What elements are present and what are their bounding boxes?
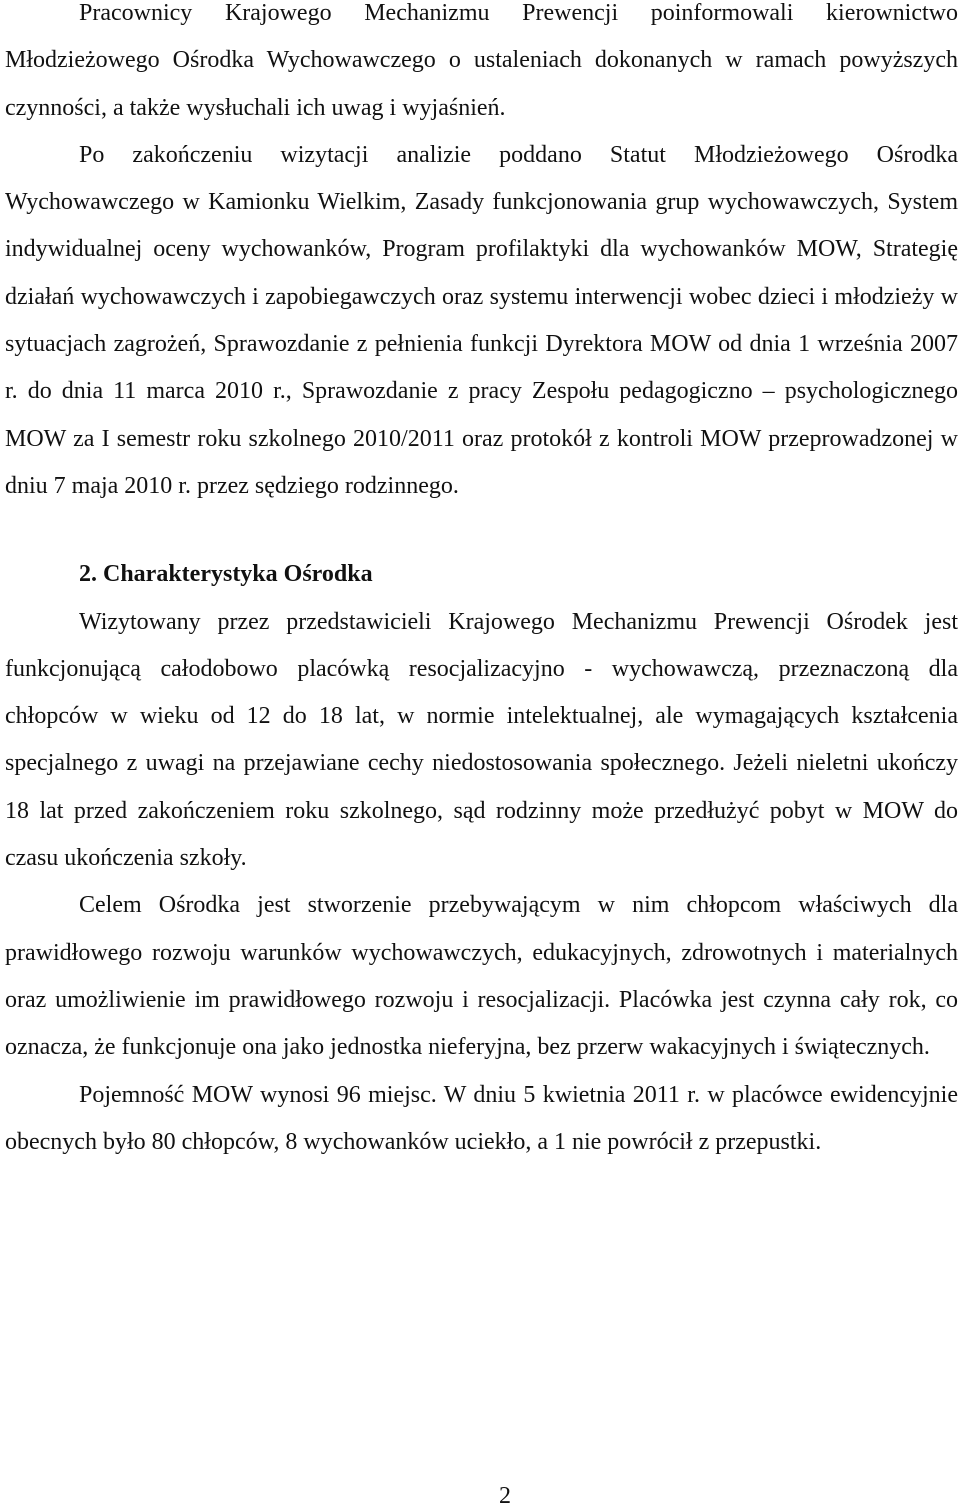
- paragraph-inspection-findings: Pracownicy Krajowego Mechanizmu Prewencji poinformowali kierownictwo Młodzieżowego Ośrodka Wychowawczego o ustaleniach dokonanych w ramach powyższych czynności, a także wysłuchali ich uwag i wyjaśnień.: [5, 0, 958, 121]
- section-heading: 2. Charakterystyka Ośrodka: [79, 561, 373, 588]
- paragraph-facility-description: Wizytowany przez przedstawicieli Krajowego Mechanizmu Prewencji Ośrodek jest funkcjonującą całodobowo placówką resocjalizacyjno - wychowawczą, przeznaczoną dla chłopców w wieku od 12 do 18 lat, w normie intelektualnej, ale wymagających kształcenia specjalnego z uwagi na przejawiane cechy niedostosowania społecznego. Jeżeli nieletni ukończy 18 lat przed zakończeniem roku szkolnego, sąd rodzinny może przedłużyć pobyt w MOW do czasu ukończenia szkoły.: [5, 608, 958, 872]
- paragraph-facility-capacity: Pojemność MOW wynosi 96 miejsc. W dniu 5 kwietnia 2011 r. w placówce ewidencyjnie obecnych było 80 chłopców, 8 wychowanków uciekło, a 1 nie powrócił z przepustki.: [5, 1081, 958, 1155]
- paragraph-analyzed-documents: Po zakończeniu wizytacji analizie poddano Statut Młodzieżowego Ośrodka Wychowawczego w Kamionku Wielkim, Zasady funkcjonowania grup wychowawczych, System indywidualnej oceny wychowanków, Program profilaktyki dla wychowanków MOW, Strategię działań wychowawczych i zapobiegawczych oraz systemu interwencji wobec dzieci i młodzieży w sytuacjach zagrożeń, Sprawozdanie z pełnienia funkcji Dyrektora MOW od dnia 1 września 2007 r. do dnia 11 marca 2010 r., Sprawozdanie z pracy Zespołu pedagogiczno – psychologicznego MOW za I semestr roku szkolnego 2010/2011 oraz protokół z kontroli MOW przeprowadzonej w dniu 7 maja 2010 r. przez sędziego rodzinnego.: [5, 141, 958, 499]
- document-page: [5, 0, 958, 1166]
- page-number: 2: [499, 1483, 511, 1509]
- section-spacer: [5, 510, 958, 551]
- paragraph-facility-purpose: Celem Ośrodka jest stworzenie przebywającym w nim chłopcom właściwych dla prawidłowego rozwoju warunków wychowawczych, edukacyjnych, zdrowotnych i materialnych oraz umożliwienie im prawidłowego rozwoju i resocjalizacji. Placówka jest czynna cały rok, co oznacza, że funkcjonuje ona jako jednostka nieferyjna, bez przerw wakacyjnych i świątecznych.: [5, 892, 958, 1061]
